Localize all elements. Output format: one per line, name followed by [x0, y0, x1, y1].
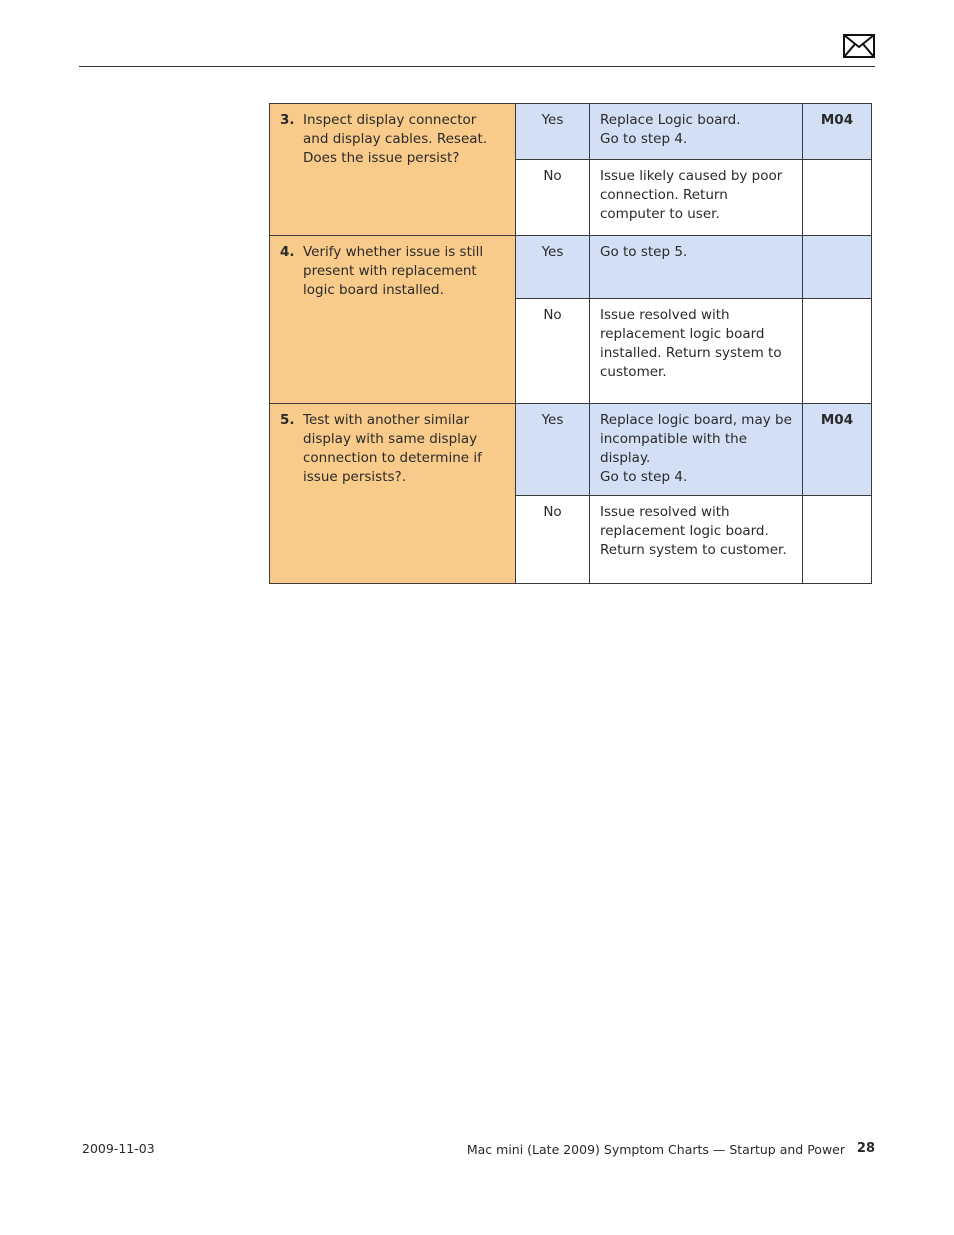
- step-cell: [270, 236, 516, 404]
- no-label: No: [516, 299, 590, 404]
- yes-label: Yes: [516, 236, 590, 299]
- step-cell: [270, 404, 516, 584]
- action-line: Go to step 4.: [600, 131, 688, 147]
- action-line: Replace Logic board.: [600, 112, 741, 128]
- step-number: 5.: [280, 412, 295, 428]
- table-row: [270, 236, 872, 299]
- action-cell: [590, 160, 803, 236]
- no-label: No: [516, 160, 590, 236]
- action-line: Go to step 4.: [600, 469, 688, 485]
- action-line: Issue resolved with replacement logic board.: [600, 504, 769, 539]
- action-line: Issue resolved with replacement logic board installed. Return system to customer.: [600, 307, 782, 380]
- action-cell: [590, 236, 803, 299]
- page-number: 28: [856, 1141, 875, 1156]
- step-number: 4.: [280, 244, 295, 260]
- symptom-code: [803, 236, 872, 299]
- step-text: Inspect display connector and display cables. Reseat. Does the issue persist?: [303, 112, 488, 166]
- action-cell: [590, 299, 803, 404]
- symptom-chart-table: [269, 103, 872, 584]
- step-text: Test with another similar display with same display connection to determine if issue persists?.: [303, 412, 482, 485]
- table-row: [270, 104, 872, 160]
- symptom-code: [803, 299, 872, 404]
- mail-icon[interactable]: [843, 34, 875, 58]
- action-cell: [590, 404, 803, 496]
- action-line: Return system to customer.: [600, 542, 787, 558]
- symptom-code: [803, 496, 872, 584]
- symptom-code: M04: [803, 404, 872, 496]
- no-label: No: [516, 496, 590, 584]
- step-cell: [270, 104, 516, 236]
- yes-label: Yes: [516, 104, 590, 160]
- action-cell: [590, 496, 803, 584]
- symptom-code: M04: [803, 104, 872, 160]
- header-rule: [79, 66, 875, 67]
- footer-title: Mac mini (Late 2009) Symptom Charts — Startup and Power: [466, 1142, 845, 1157]
- yes-label: Yes: [516, 404, 590, 496]
- action-line: Replace logic board, may be incompatible with the display.: [600, 412, 792, 466]
- action-line: Issue likely caused by poor connection. Return computer to user.: [600, 168, 783, 222]
- symptom-code: [803, 160, 872, 236]
- table-row: [270, 404, 872, 496]
- action-line: Go to step 5.: [600, 244, 688, 260]
- action-cell: [590, 104, 803, 160]
- footer-date: 2009-11-03: [82, 1141, 155, 1156]
- step-number: 3.: [280, 112, 295, 128]
- step-text: Verify whether issue is still present with replacement logic board installed.: [303, 244, 484, 298]
